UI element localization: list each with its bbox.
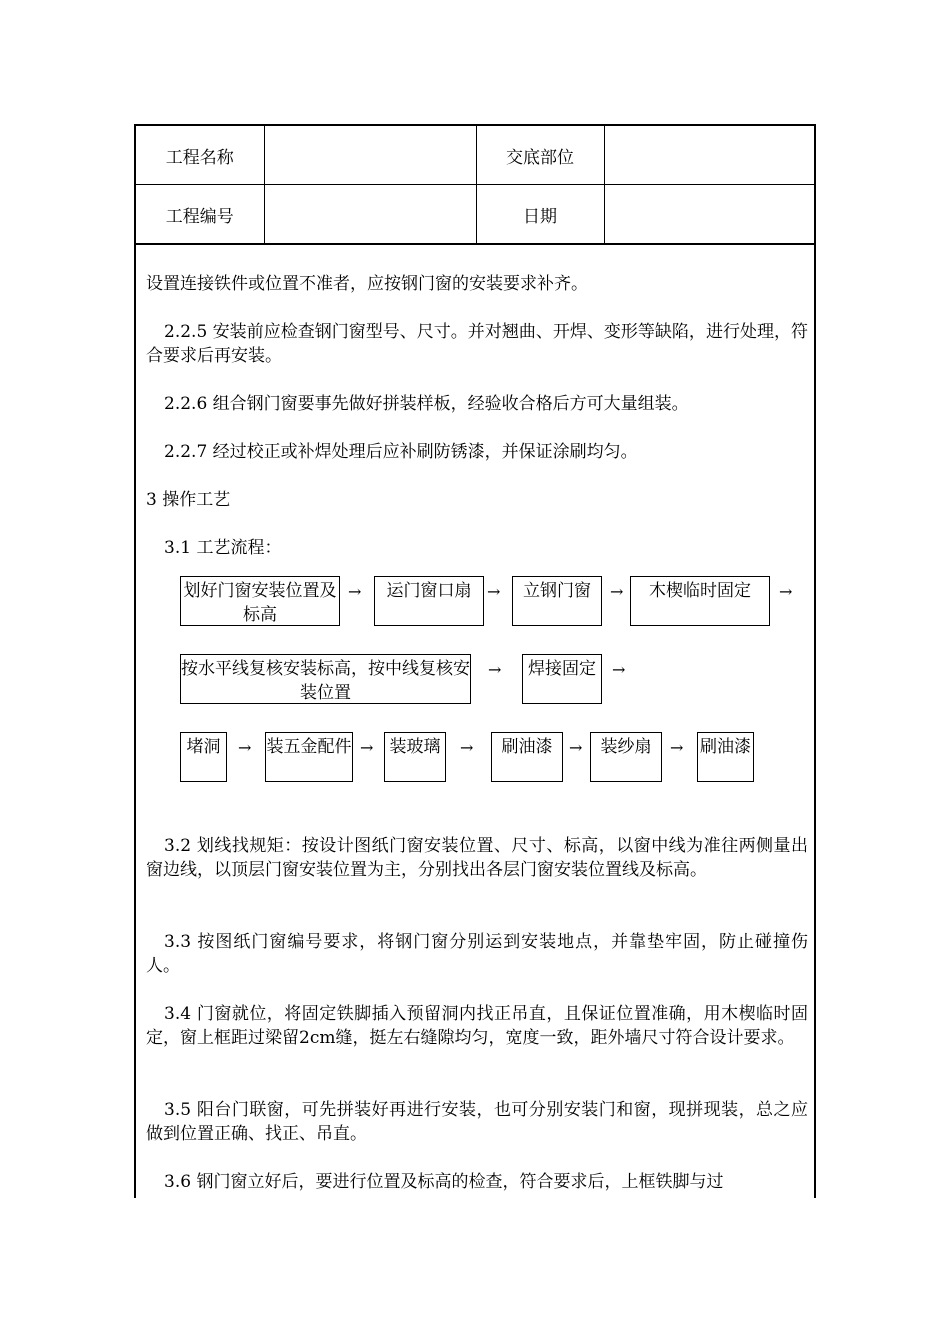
flow-step-box: 焊接固定 bbox=[522, 654, 602, 704]
header-row bbox=[136, 185, 814, 245]
flow-step-box: 按水平线复核安装标高，按中线复核安装位置 bbox=[180, 654, 471, 704]
flow-arrow: → bbox=[487, 582, 501, 601]
flow-arrow: → bbox=[488, 660, 502, 679]
flow-step-box: 刷油漆 bbox=[491, 732, 563, 782]
document-frame bbox=[134, 124, 816, 1198]
paragraph: 3.3 按图纸门窗编号要求，将钢门窗分别运到安装地点，并靠垫牢固，防止碰撞伤人。 bbox=[146, 932, 808, 976]
flow-step-box: 木楔临时固定 bbox=[630, 576, 770, 626]
flow-step-box: 装玻璃 bbox=[384, 732, 446, 782]
flow-step-box: 划好门窗安装位置及标高 bbox=[180, 576, 340, 626]
paragraph: 设置连接铁件或位置不准者，应按钢门窗的安装要求补齐。 bbox=[146, 274, 588, 294]
paragraph: 2.2.5 安装前应检查钢门窗型号、尺寸。并对翘曲、开焊、变形等缺陷，进行处理，符合要求后再安装。 bbox=[146, 322, 808, 366]
flow-arrow: → bbox=[779, 582, 793, 601]
flow-arrow: → bbox=[569, 738, 583, 757]
paragraph: 2.2.7 经过校正或补焊处理后应补刷防锈漆，并保证涂刷均匀。 bbox=[164, 442, 638, 462]
location-label: 交底部位 bbox=[476, 126, 604, 185]
paragraph: 3.6 钢门窗立好后，要进行位置及标高的检查，符合要求后，上框铁脚与过 bbox=[164, 1172, 724, 1192]
paragraph: 3.1 工艺流程： bbox=[164, 538, 282, 558]
project-number-value bbox=[264, 185, 476, 245]
project-name-value bbox=[264, 126, 476, 185]
section-heading: 3 操作工艺 bbox=[146, 490, 231, 510]
paragraph: 3.2 划线找规矩：按设计图纸门窗安装位置、尺寸、标高，以窗中线为准往两侧量出窗边线，以顶层门窗安装位置为主，分别找出各层门窗安装位置线及标高。 bbox=[146, 836, 808, 880]
flow-arrow: → bbox=[612, 660, 626, 679]
paragraph: 2.2.6 组合钢门窗要事先做好拼装样板，经验收合格后方可大量组装。 bbox=[164, 394, 689, 414]
flow-arrow: → bbox=[360, 738, 374, 757]
location-value bbox=[604, 126, 814, 185]
flow-arrow: → bbox=[348, 582, 362, 601]
flow-step-box: 堵洞 bbox=[180, 732, 227, 782]
flow-step-box: 装五金配件 bbox=[265, 732, 353, 782]
flow-arrow: → bbox=[670, 738, 684, 757]
flow-step-box: 装纱扇 bbox=[590, 732, 662, 782]
date-value bbox=[604, 185, 814, 245]
flow-step-box: 运门窗口扇 bbox=[374, 576, 484, 626]
paragraph: 3.5 阳台门联窗，可先拼装好再进行安装，也可分别安装门和窗，现拼现装，总之应做到位置正确、找正、吊直。 bbox=[146, 1100, 808, 1144]
paragraph: 3.4 门窗就位，将固定铁脚插入预留洞内找正吊直，且保证位置准确，用木楔临时固定，窗上框距过梁留2cm缝，挺左右缝隙均匀，宽度一致，距外墙尺寸符合设计要求。 bbox=[146, 1004, 808, 1048]
header-row bbox=[136, 126, 814, 185]
flow-step-box: 刷油漆 bbox=[697, 732, 754, 782]
flow-step-box: 立钢门窗 bbox=[512, 576, 602, 626]
header-table bbox=[136, 126, 814, 245]
flow-arrow: → bbox=[238, 738, 252, 757]
project-name-label: 工程名称 bbox=[136, 126, 264, 185]
project-number-label: 工程编号 bbox=[136, 185, 264, 245]
flow-arrow: → bbox=[610, 582, 624, 601]
flow-arrow: → bbox=[460, 738, 474, 757]
date-label: 日期 bbox=[476, 185, 604, 245]
